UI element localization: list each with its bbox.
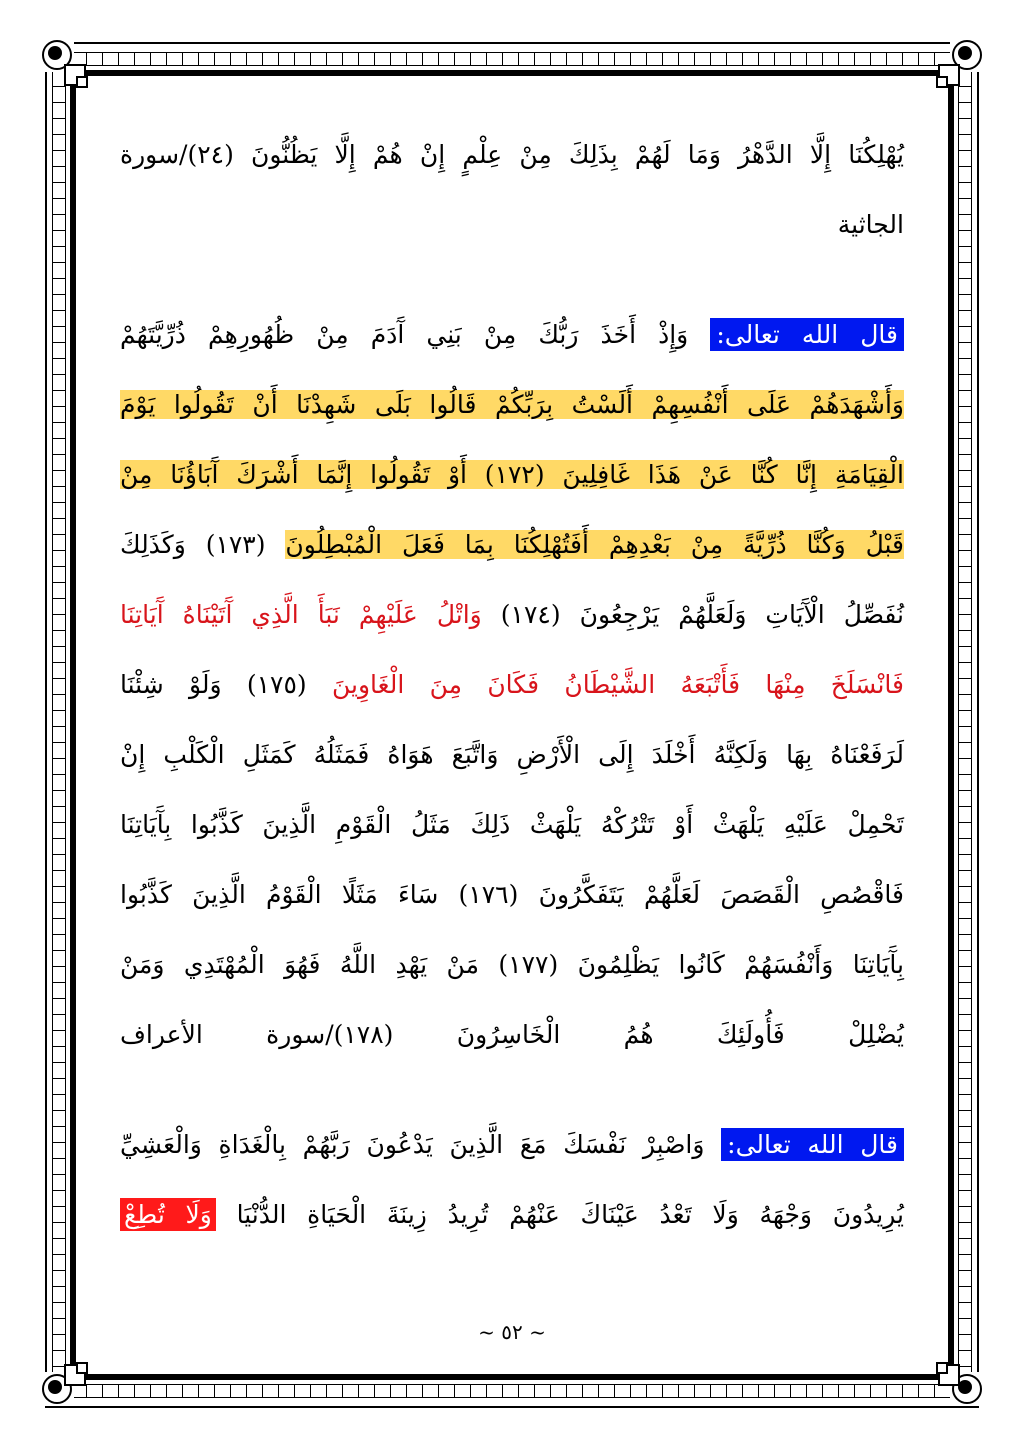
text-segment: فَانْسَلَخَ مِنْهَا فَأَتْبَعَهُ الشَّيْطَانُ فَكَانَ مِنَ الْغَاوِينَ: [331, 670, 905, 699]
page-text: [120, 120, 904, 1250]
border-ladder-bottom: [70, 1384, 954, 1398]
text-line: [120, 720, 904, 790]
text-segment: فَاقْصُصِ الْقَصَصَ لَعَلَّهُمْ يَتَفَكَّرُونَ (١٧٦) سَاءَ مَثَلًا الْقَوْمُ الَّذِينَ كَذَّبُوا: [120, 880, 905, 909]
text-segment: يُهْلِكُنَا إِلَّا الدَّهْرُ وَمَا لَهُمْ بِذَلِكَ مِنْ عِلْمٍ إِنْ هُمْ إِلَّا يَظُنُّونَ (٢٤)/سورة: [120, 140, 904, 169]
text-line: [120, 1180, 904, 1250]
text-line: [120, 370, 904, 440]
text-segment: (١٧٥) وَلَوْ شِئْنَا: [120, 670, 332, 699]
text-segment: (١٧٣) وَكَذَلِكَ: [120, 530, 286, 559]
verse-intro-label: قال الله تعالى:: [710, 318, 904, 351]
text-segment: قَبْلُ وَكُنَّا ذُرِّيَّةً مِنْ بَعْدِهِمْ أَفَتُهْلِكُنَا بِمَا فَعَلَ الْمُبْطِلُونَ: [285, 530, 905, 559]
text-segment: وَلَا تُطِعْ: [120, 1198, 216, 1231]
text-line: [120, 440, 904, 510]
text-line: [120, 190, 904, 260]
text-line: [120, 510, 904, 580]
border-ladder-left: [52, 70, 66, 1380]
text-line: [120, 790, 904, 860]
text-line: [120, 930, 904, 1000]
page-number: ~ ٥٢ ~: [478, 1320, 546, 1344]
text-line: [120, 300, 904, 370]
corner-square-top-left: [64, 64, 92, 92]
corner-square-bottom-right: [932, 1358, 960, 1386]
text-segment: يُرِيدُونَ وَجْهَهُ وَلَا تَعْدُ عَيْنَاكَ عَنْهُمْ تُرِيدُ زِينَةَ الْحَيَاةِ الدُّنْيَا: [215, 1200, 904, 1229]
border-ladder-right: [958, 70, 972, 1380]
text-segment: يُضْلِلْ فَأُولَئِكَ هُمُ الْخَاسِرُونَ (١٧٨)/سورة الأعراف: [120, 1020, 904, 1049]
text-segment: وَأَشْهَدَهُمْ عَلَى أَنْفُسِهِمْ أَلَسْتُ بِرَبِّكُمْ قَالُوا بَلَى شَهِدْنَا أَنْ تَقُولُوا يَوْمَ: [120, 390, 904, 419]
text-segment: بِآَيَاتِنَا وَأَنْفُسَهُمْ كَانُوا يَظْلِمُونَ (١٧٧) مَنْ يَهْدِ اللَّهُ فَهُوَ الْمُهْتَدِي وَمَنْ: [120, 950, 904, 979]
verse-intro-label: قال الله تعالى:: [721, 1128, 904, 1161]
paragraph-gap: [120, 1070, 904, 1110]
text-segment: تَحْمِلْ عَلَيْهِ يَلْهَثْ أَوْ تَتْرُكْهُ يَلْهَثْ ذَلِكَ مَثَلُ الْقَوْمِ الَّذِينَ كَذَّبُوا بِآَيَاتِنَا: [120, 810, 904, 839]
corner-square-top-right: [932, 64, 960, 92]
text-line: [120, 860, 904, 930]
text-segment: وَإِذْ أَخَذَ رَبُّكَ مِنْ بَنِي آَدَمَ مِنْ ظُهُورِهِمْ ذُرِّيَّتَهُمْ: [120, 320, 711, 349]
corner-square-bottom-left: [64, 1358, 92, 1386]
paragraph-gap: [120, 260, 904, 300]
border-ladder-top: [70, 52, 954, 66]
text-segment: لَرَفَعْنَاهُ بِهَا وَلَكِنَّهُ أَخْلَدَ إِلَى الْأَرْضِ وَاتَّبَعَ هَوَاهُ فَمَثَلُهُ كَمَثَلِ الْكَلْبِ إِنْ: [120, 740, 904, 769]
text-line: [120, 580, 904, 650]
text-segment: الجاثية: [837, 210, 904, 239]
text-line: [120, 1110, 904, 1180]
text-segment: وَاصْبِرْ نَفْسَكَ مَعَ الَّذِينَ يَدْعُونَ رَبَّهُمْ بِالْغَدَاةِ وَالْعَشِيِّ: [120, 1130, 722, 1159]
text-segment: نُفَصِّلُ الْآَيَاتِ وَلَعَلَّهُمْ يَرْجِعُونَ (١٧٤): [481, 600, 904, 629]
text-line: [120, 120, 904, 190]
text-line: [120, 650, 904, 720]
text-line: [120, 1000, 904, 1070]
text-segment: وَاتْلُ عَلَيْهِمْ نَبَأَ الَّذِي آَتَيْنَاهُ آَيَاتِنَا: [120, 600, 482, 629]
text-segment: الْقِيَامَةِ إِنَّا كُنَّا عَنْ هَذَا غَافِلِينَ (١٧٢) أَوْ تَقُولُوا إِنَّمَا أَشْرَكَ آَبَاؤُنَا مِنْ: [120, 460, 904, 489]
